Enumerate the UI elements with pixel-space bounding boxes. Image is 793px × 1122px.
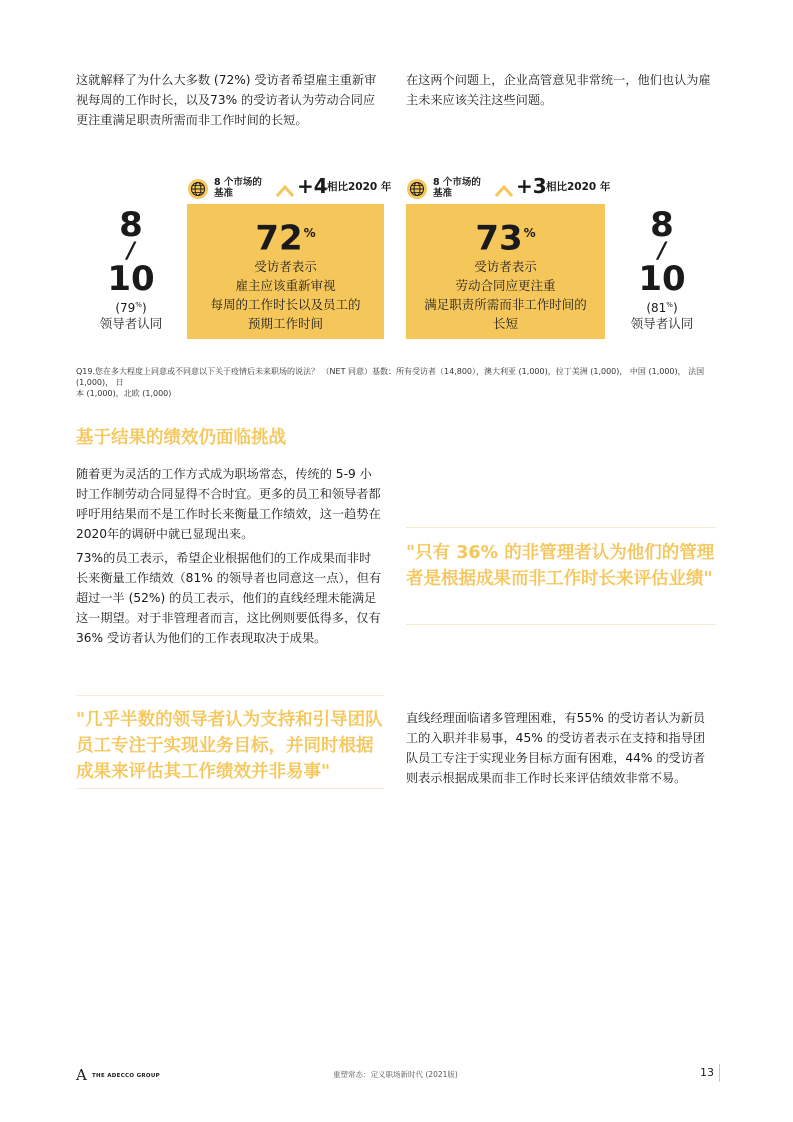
score-slash: /	[657, 239, 667, 264]
score-denominator: 10	[638, 259, 686, 299]
quote-rule-top	[76, 695, 384, 696]
delta-comparison-label: 相比2020 年	[546, 181, 611, 193]
page-number-rule	[719, 1064, 720, 1082]
chevron-up-icon	[275, 182, 295, 198]
delta-comparison-label: 相比2020 年	[327, 181, 392, 193]
score-denominator: 10	[107, 259, 155, 299]
globe-icon	[406, 178, 428, 200]
market-label: 8 个市场的 基准	[214, 177, 262, 199]
quote-rule-bottom	[406, 624, 716, 625]
chevron-up-icon	[494, 182, 514, 198]
score-slash: /	[126, 239, 136, 264]
stat-box-left	[187, 204, 384, 339]
stat-description: 受访者表示 雇主应该重新审视 每周的工作时长以及员工的 预期工作时间	[210, 259, 361, 332]
quote-rule-bottom	[76, 788, 384, 789]
stat-box-right	[406, 204, 605, 339]
leader-score-left	[81, 205, 181, 332]
footer-doc-title: 重塑常态：定义职场新时代 (2021版)	[333, 1070, 458, 1079]
quote-rule-top	[406, 527, 716, 528]
stat-percent: 73%	[475, 218, 536, 259]
delta-value: +4	[297, 174, 328, 198]
survey-footnote: Q19.您在多大程度上同意或不同意以下关于疫情后未来职场的说法？ （NET 同意）基数：所有受访者（14,800），澳大利亚 (1,000)，拉丁美洲 (1,000)， 中国 (1,000)， 法国 (1,000)， 日 本 (1,000)，北欧 (1,000)	[76, 367, 705, 398]
score-numerator: 8	[650, 205, 674, 245]
pull-quote-right: "只有 36% 的非管理者认为他们的管理者是根据成果而非工作时长来评估业绩"	[406, 543, 715, 589]
score-numerator: 8	[119, 205, 143, 245]
globe-icon	[187, 178, 209, 200]
delta-value: +3	[516, 174, 547, 198]
prev-year-value: (79%)	[115, 301, 147, 315]
leader-agree-label: 领导者认同	[630, 316, 694, 331]
stat-description: 受访者表示 劳动合同应更注重 满足职责所需而非工作时间的 长短	[424, 259, 587, 332]
body-paragraph-2: 73%的员工表示，希望企业根据他们的工作成果而非时长来衡量工作绩效（81% 的领导者也同意这一点），但有超过一半 (52%) 的员工表示，他们的直线经理未能满足这一期望。对于非管理者而言，这比例则要低得多，仅有 36% 受访者认为他们的工作表现取决于成果。	[76, 551, 382, 645]
page-number: 13	[700, 1066, 714, 1079]
intro-right-text: 在这两个问题上，企业高管意见非常统一，他们也认为雇主未来应该关注这些问题。	[406, 73, 711, 107]
footer-logo-mark: A	[76, 1066, 87, 1084]
body-paragraph-3: 直线经理面临诸多管理困难，有55% 的受访者认为新员工的入职并非易事，45% 的受访者表示在支持和指导团队员工专注于实现业务目标方面有困难，44% 的受访者则表示根据成果而非工作时长来评估绩效非常不易。	[406, 711, 706, 785]
leader-score-right	[612, 205, 712, 332]
stat-percent: 72%	[255, 218, 316, 259]
footer-brand: THE ADECCO GROUP	[92, 1073, 160, 1079]
prev-year-value: (81%)	[646, 301, 678, 315]
stat-header-right	[406, 176, 616, 206]
pull-quote-left: "几乎半数的领导者认为支持和引导团队员工专注于实现业务目标，并同时根据成果来评估其工作绩效并非易事"	[76, 710, 383, 782]
section-heading: 基于结果的绩效仍面临挑战	[76, 428, 286, 448]
stat-header-left	[187, 176, 397, 206]
intro-left-text: 这就解释了为什么大多数 (72%) 受访者希望雇主重新审视每周的工作时长，以及73% 的受访者认为劳动合同应更注重满足职责所需而非工作时间的长短。	[76, 73, 377, 127]
market-label: 8 个市场的 基准	[433, 177, 481, 199]
body-paragraph-1: 随着更为灵活的工作方式成为职场常态，传统的 5-9 小时工作制劳动合同显得不合时宜。更多的员工和领导者都呼吁用结果而不是工作时长来衡量工作绩效，这一趋势在2020年的调研中就已显现出来。	[76, 467, 381, 541]
leader-agree-label: 领导者认同	[99, 316, 163, 331]
